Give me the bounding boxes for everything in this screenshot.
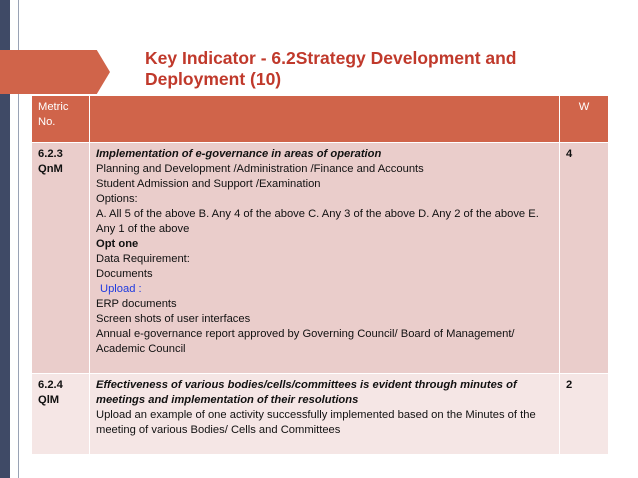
option-chosen: Opt one	[96, 238, 139, 250]
title-arrow-tab	[0, 50, 110, 94]
options-line: A. All 5 of the above B. Any 4 of the above C. Any 3 of the above D. Any 2 of the above E. Any 1 of the above	[96, 208, 539, 235]
table-row	[32, 143, 609, 374]
metric-heading: Effectiveness of various bodies/cells/committees is evident through minutes of meetings and implementation of their resolutions	[96, 379, 517, 406]
upload-item: ERP documents	[96, 298, 177, 310]
weight-cell: 2	[560, 374, 609, 455]
description-cell	[90, 374, 560, 455]
metric-type: QlM	[38, 394, 60, 406]
weight-cell: 4	[560, 143, 609, 374]
metric-id: 6.2.3	[38, 148, 63, 160]
slide-title: Key Indicator - 6.2Strategy Development and Deployment (10)	[145, 48, 517, 89]
metric-heading: Implementation of e-governance in areas of operation	[96, 148, 382, 160]
header-metric: Metric No.	[32, 96, 90, 143]
table-header-row	[32, 96, 609, 143]
description-line: Upload an example of one activity successfully implemented based on the Minutes of the meeting of various Bodies/ Cells and Committees	[96, 409, 536, 436]
metric-id: 6.2.4	[38, 379, 63, 391]
upload-item: Annual e-governance report approved by Governing Council/ Board of Management/ Academic Council	[96, 328, 515, 355]
metric-cell	[32, 143, 90, 374]
description-line: Options:	[96, 193, 138, 205]
header-description	[90, 96, 560, 143]
data-requirement-label: Data Requirement:	[96, 253, 190, 265]
metric-type: QnM	[38, 163, 63, 175]
description-line: Planning and Development /Administration /Finance and Accounts	[96, 163, 424, 175]
description-line: Student Admission and Support /Examination	[96, 178, 321, 190]
documents-label: Documents	[96, 268, 153, 280]
metrics-table	[31, 95, 609, 455]
description-cell	[90, 143, 560, 374]
upload-label: Upload :	[100, 283, 142, 295]
metric-cell	[32, 374, 90, 455]
table-row	[32, 374, 609, 455]
upload-item: Screen shots of user interfaces	[96, 313, 251, 325]
header-weight: W	[560, 96, 609, 143]
